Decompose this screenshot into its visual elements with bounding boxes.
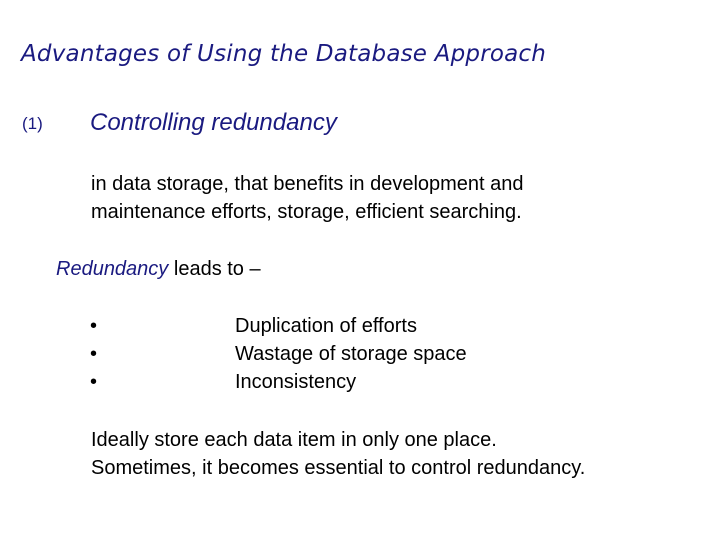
consequences-list xyxy=(90,312,590,396)
list-item xyxy=(90,312,590,340)
bullet-icon: • xyxy=(90,343,98,365)
leads-to-text: leads to – xyxy=(173,258,261,280)
list-item-text: Inconsistency xyxy=(235,371,357,393)
redundancy-keyword: Redundancy xyxy=(56,258,169,280)
benefits-line-2: maintenance efforts, storage, efficient searching. xyxy=(91,201,522,223)
list-item xyxy=(90,368,590,396)
benefits-paragraph xyxy=(91,170,701,226)
ideal-storage-paragraph xyxy=(91,426,701,482)
benefits-line-1: in data storage, that benefits in development and xyxy=(91,173,524,195)
ideal-storage-line-2: Sometimes, it becomes essential to control redundancy. xyxy=(91,457,586,479)
list-item xyxy=(90,340,590,368)
bullet-icon: • xyxy=(90,371,98,393)
point-heading: Controlling redundancy xyxy=(90,109,337,136)
list-item-text: Duplication of efforts xyxy=(235,315,417,337)
redundancy-leads-to xyxy=(56,255,261,283)
list-item-text: Wastage of storage space xyxy=(235,343,467,365)
ideal-storage-line-1: Ideally store each data item in only one place. xyxy=(91,429,497,451)
bullet-icon: • xyxy=(90,315,98,337)
slide-title: Advantages of Using the Database Approach xyxy=(21,41,547,67)
point-number: (1) xyxy=(22,114,43,133)
